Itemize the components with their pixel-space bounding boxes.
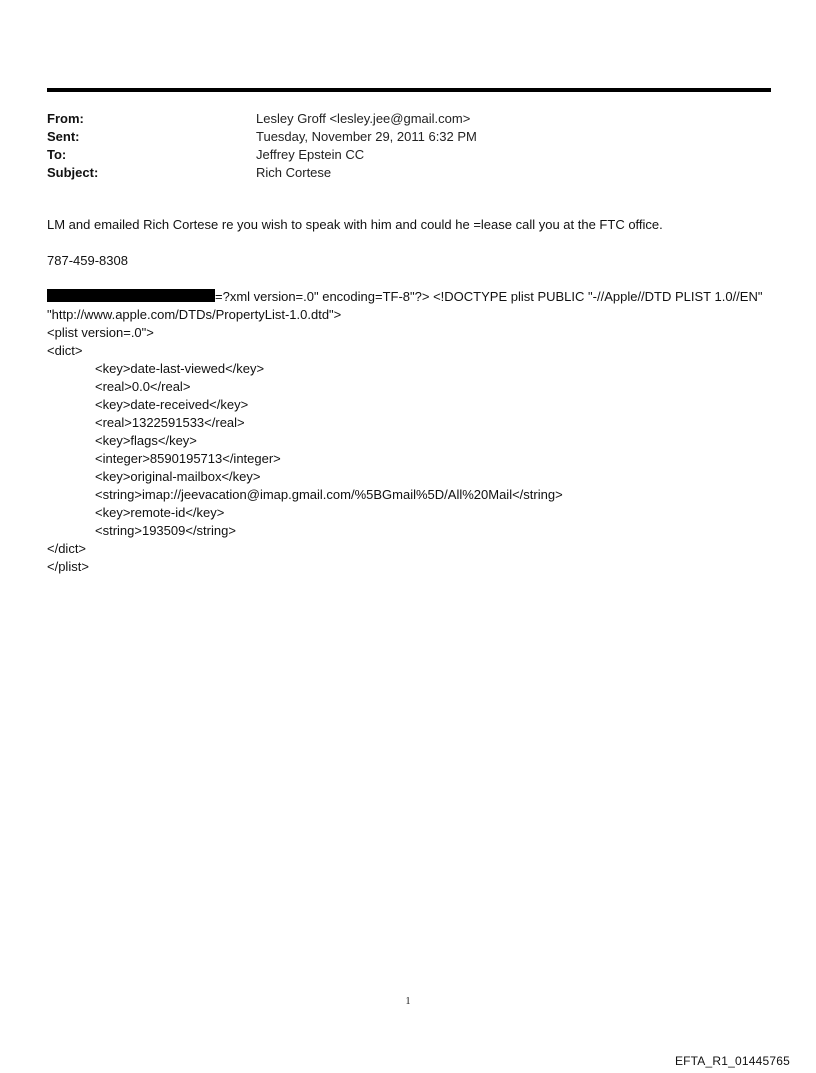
sent-value: Tuesday, November 29, 2011 6:32 PM — [256, 129, 477, 144]
xml-line: <dict> — [47, 343, 83, 358]
xml-line: <key>flags</key> — [95, 433, 197, 448]
page-number: 1 — [405, 996, 411, 1007]
xml-line: <string>imap://jeevacation@imap.gmail.com/%5BGmail%5D/All%20Mail</string> — [95, 487, 563, 502]
from-value: Lesley Groff <lesley.jee@gmail.com> — [256, 111, 471, 126]
subject-label: Subject: — [47, 165, 99, 180]
xml-plist-block — [47, 288, 787, 576]
bates-number: EFTA_R1_01445765 — [674, 1054, 790, 1068]
redaction-bar — [47, 289, 215, 302]
xml-line — [47, 288, 787, 306]
subject-value: Rich Cortese — [256, 165, 332, 180]
xml-line: <real>1322591533</real> — [95, 415, 245, 430]
xml-declaration: =?xml version=.0" encoding=TF-8"?> <!DOCTYPE plist PUBLIC "-//Apple//DTD PLIST 1.0//EN" — [215, 289, 763, 304]
email-header — [47, 110, 747, 182]
xml-line: <plist version=.0"> — [47, 325, 154, 340]
xml-line: </plist> — [47, 559, 89, 574]
from-row — [47, 110, 747, 128]
xml-line: "http://www.apple.com/DTDs/PropertyList-1.0.dtd"> — [47, 307, 342, 322]
xml-line: <key>remote-id</key> — [95, 505, 225, 520]
to-value: Jeffrey Epstein CC — [256, 147, 365, 162]
xml-line: <key>date-last-viewed</key> — [95, 361, 265, 376]
to-row — [47, 146, 747, 164]
header-rule — [47, 88, 771, 92]
xml-line: <real>0.0</real> — [95, 379, 191, 394]
xml-line: <key>date-received</key> — [95, 397, 249, 412]
sent-row — [47, 128, 747, 146]
xml-line: <key>original-mailbox</key> — [95, 469, 261, 484]
from-label: From: — [47, 111, 84, 126]
to-label: To: — [47, 147, 67, 162]
xml-line: <string>193509</string> — [95, 523, 236, 538]
phone-number: 787-459-8308 — [47, 253, 128, 268]
subject-row — [47, 164, 747, 182]
sent-label: Sent: — [47, 129, 80, 144]
xml-line: <integer>8590195713</integer> — [95, 451, 281, 466]
xml-line: </dict> — [47, 541, 87, 556]
email-message: LM and emailed Rich Cortese re you wish to speak with him and could he =lease call you at the FTC office. — [47, 217, 663, 232]
